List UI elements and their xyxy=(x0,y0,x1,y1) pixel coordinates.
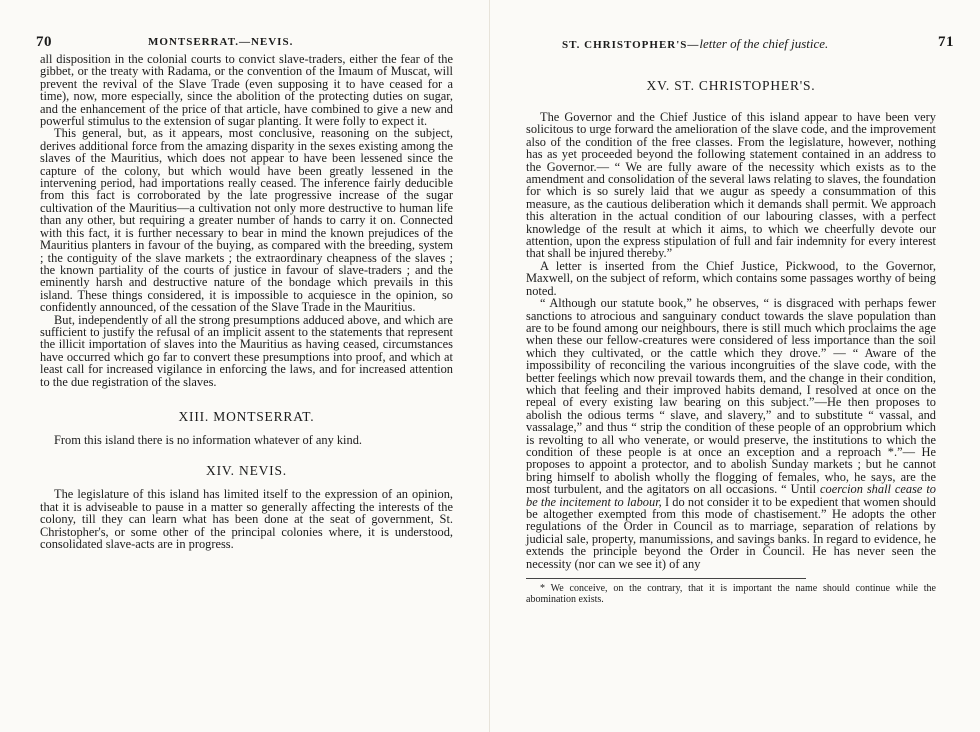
paragraph: all disposition in the colonial courts to convict slave-traders, either the fear of the gibbet, or the treaty with Radama, or the convention of the Imaum of Muscat, will prevent the revival of the Slave Trade (even supposing it to have ceased for a time), now, more especially, since the abolition of the protecting duties on sugar, and the enhancement of the price of that article, have combined to give a new and powerful stimulus to the extension of sugar planting. It were folly to expect it. xyxy=(40,52,453,129)
right-page-body xyxy=(526,79,936,605)
footnote: * We conceive, on the contrary, that it is important the name should continue while the abomination exists. xyxy=(526,583,936,606)
paragraph: The Governor and the Chief Justice of this island appear to have been very solicitous to urge forward the amelioration of the slave code, and the improvement also of the condition of the free classes. From the legislature, however, nothing has as yet proceeded beyond the following statement contained in an address to the Governor.— “ We are fully aware of the necessity which exists as to the amendment and consolidation of the several laws relating to slaves, the foundation for which is so surely laid that we augur as speedy a consummation of this measure, as the cautious deliberation which it demands shall permit. We approach this alteration in the actual condition of our labouring classes, with a perfect knowledge of the result at which it aims, to which we cheerfully devote our attention, upon the express stipulation of full and fair indemnity for every interest that shall be injured thereby.” xyxy=(526,110,936,261)
italic-phrase: coercion shall cease to be the incitement to labour, xyxy=(526,482,936,509)
section-heading-montserrat: XIII. MONTSERRAT. xyxy=(178,408,315,424)
page-number: 71 xyxy=(938,34,954,50)
text-run: “ Although our statute book,” he observes, “ is disgraced with perhaps fewer sanctions to atrocious and sanguinary conduct towards the slave population than are to be found among our neighbours, there is still much which proclaims the age when these our fellow-creatures were considered of less importance than the soil which they cultivated, or the cattle which they drove.” — “ Aware of the impossibility of reconciling the various incongruities of the slave code, with the better feelings which now prevail towards them, and the change in their condition, which that feeling and their improved habits demand, I resolved at once on the repeal of every existing law bearing on this subject.”—He then proposes to abolish the odious terms “ slave, and slavery,” and to substitute “ vassal, and vassalage,” and thus “ strip the condition of these people of an opprobrium which is revolting to all who venerate, or would preserve, the institutions to which the condition of these people is at once an exception and a reproach *.”— He proposes to appoint a protector, and to abolish Sunday markets ; but he cannot bring himself to abolish wholly the flogging of females, who, he says, are the most turbulent, and the agitators on all occasions. “ Until xyxy=(526,296,936,497)
paragraph: But, independently of all the strong presumptions adduced above, and which are sufficient to justify the refusal of an implicit assent to the statements that represent the illicit importation of slaves into the Mauritius as having ceased, circumstances have occurred which go far to convert these presumptions into proof, and which at least call for increased vigilance in enforcing the laws, and for increased attention to the due registration of the slaves. xyxy=(40,312,453,389)
right-page xyxy=(490,0,980,732)
left-page-body xyxy=(40,53,453,550)
page-number: 70 xyxy=(36,34,52,50)
section-heading-st-christophers: XV. ST. CHRISTOPHER'S. xyxy=(646,78,816,93)
running-head: MONTSERRAT.—NEVIS. xyxy=(148,36,294,48)
running-head-italic: letter of the chief justice. xyxy=(699,36,829,51)
paragraph: From this island there is no information whatever of any kind. xyxy=(54,432,362,447)
running-head xyxy=(562,36,828,52)
text-run: I do not consider it to be expedient that women should be altogether exempted from this mode of chastisement.” He adopts the other regulations of the Order in Council as to marriage, separation of relations by judicial sale, property, manumissions, and savings banks. In regard to evidence, he extends the principle beyond the Order in Council. He has never seen the necessity (nor can we see it) of any xyxy=(526,494,936,571)
right-page-header xyxy=(534,36,954,56)
running-head-main: ST. CHRISTOPHER'S— xyxy=(562,39,700,51)
section-heading-nevis: XIV. NEVIS. xyxy=(206,463,287,479)
footnote-rule xyxy=(526,578,806,579)
paragraph xyxy=(526,297,936,570)
paragraph: A letter is inserted from the Chief Justice, Pickwood, to the Governor, Maxwell, on the subject of reform, which contains some passages worthy of being noted. xyxy=(526,258,936,298)
paragraph: This general, but, as it appears, most conclusive, reasoning on the subject, derives additional force from the amazing disparity in the sexes existing among the slaves of the Mauritius, which does not appear to have been lessened since the capture of the colony, but which would have been greatly lessened in the intervening period, had importations really ceased. The inference fairly deducible from this fact is corroborated by the late progressive increase of the sugar cultivation of the Mauritius—a cultivation not only more destructive to human life than any other, but requiring a greater number of hands to carry it on. Connected with this fact, it is further necessary to bear in mind the known prejudices of the Mauritius planters in favour of the buying, as compared with the breeding, system ; the contiguity of the slave markets ; the extraordinary cheapness of the slaves ; the known partiality of the courts of justice in favour of slave-traders ; and the eminently harsh and destructive nature of the bondage which prevails in this island. These things considered, it is impossible to acquiesce in the opinion, so confidently announced, of the cessation of the Slave Trade in the Mauritius. xyxy=(40,126,453,315)
paragraph: The legislature of this island has limited itself to the expression of an opinion, that it is adviseable to pause in a matter so generally affecting the interests of the colony, till they can learn what has been done at the seat of government, St. Christopher's, or some other of the principal colonies where, it is understood, consolidated slave-acts are in progress. xyxy=(40,487,453,551)
